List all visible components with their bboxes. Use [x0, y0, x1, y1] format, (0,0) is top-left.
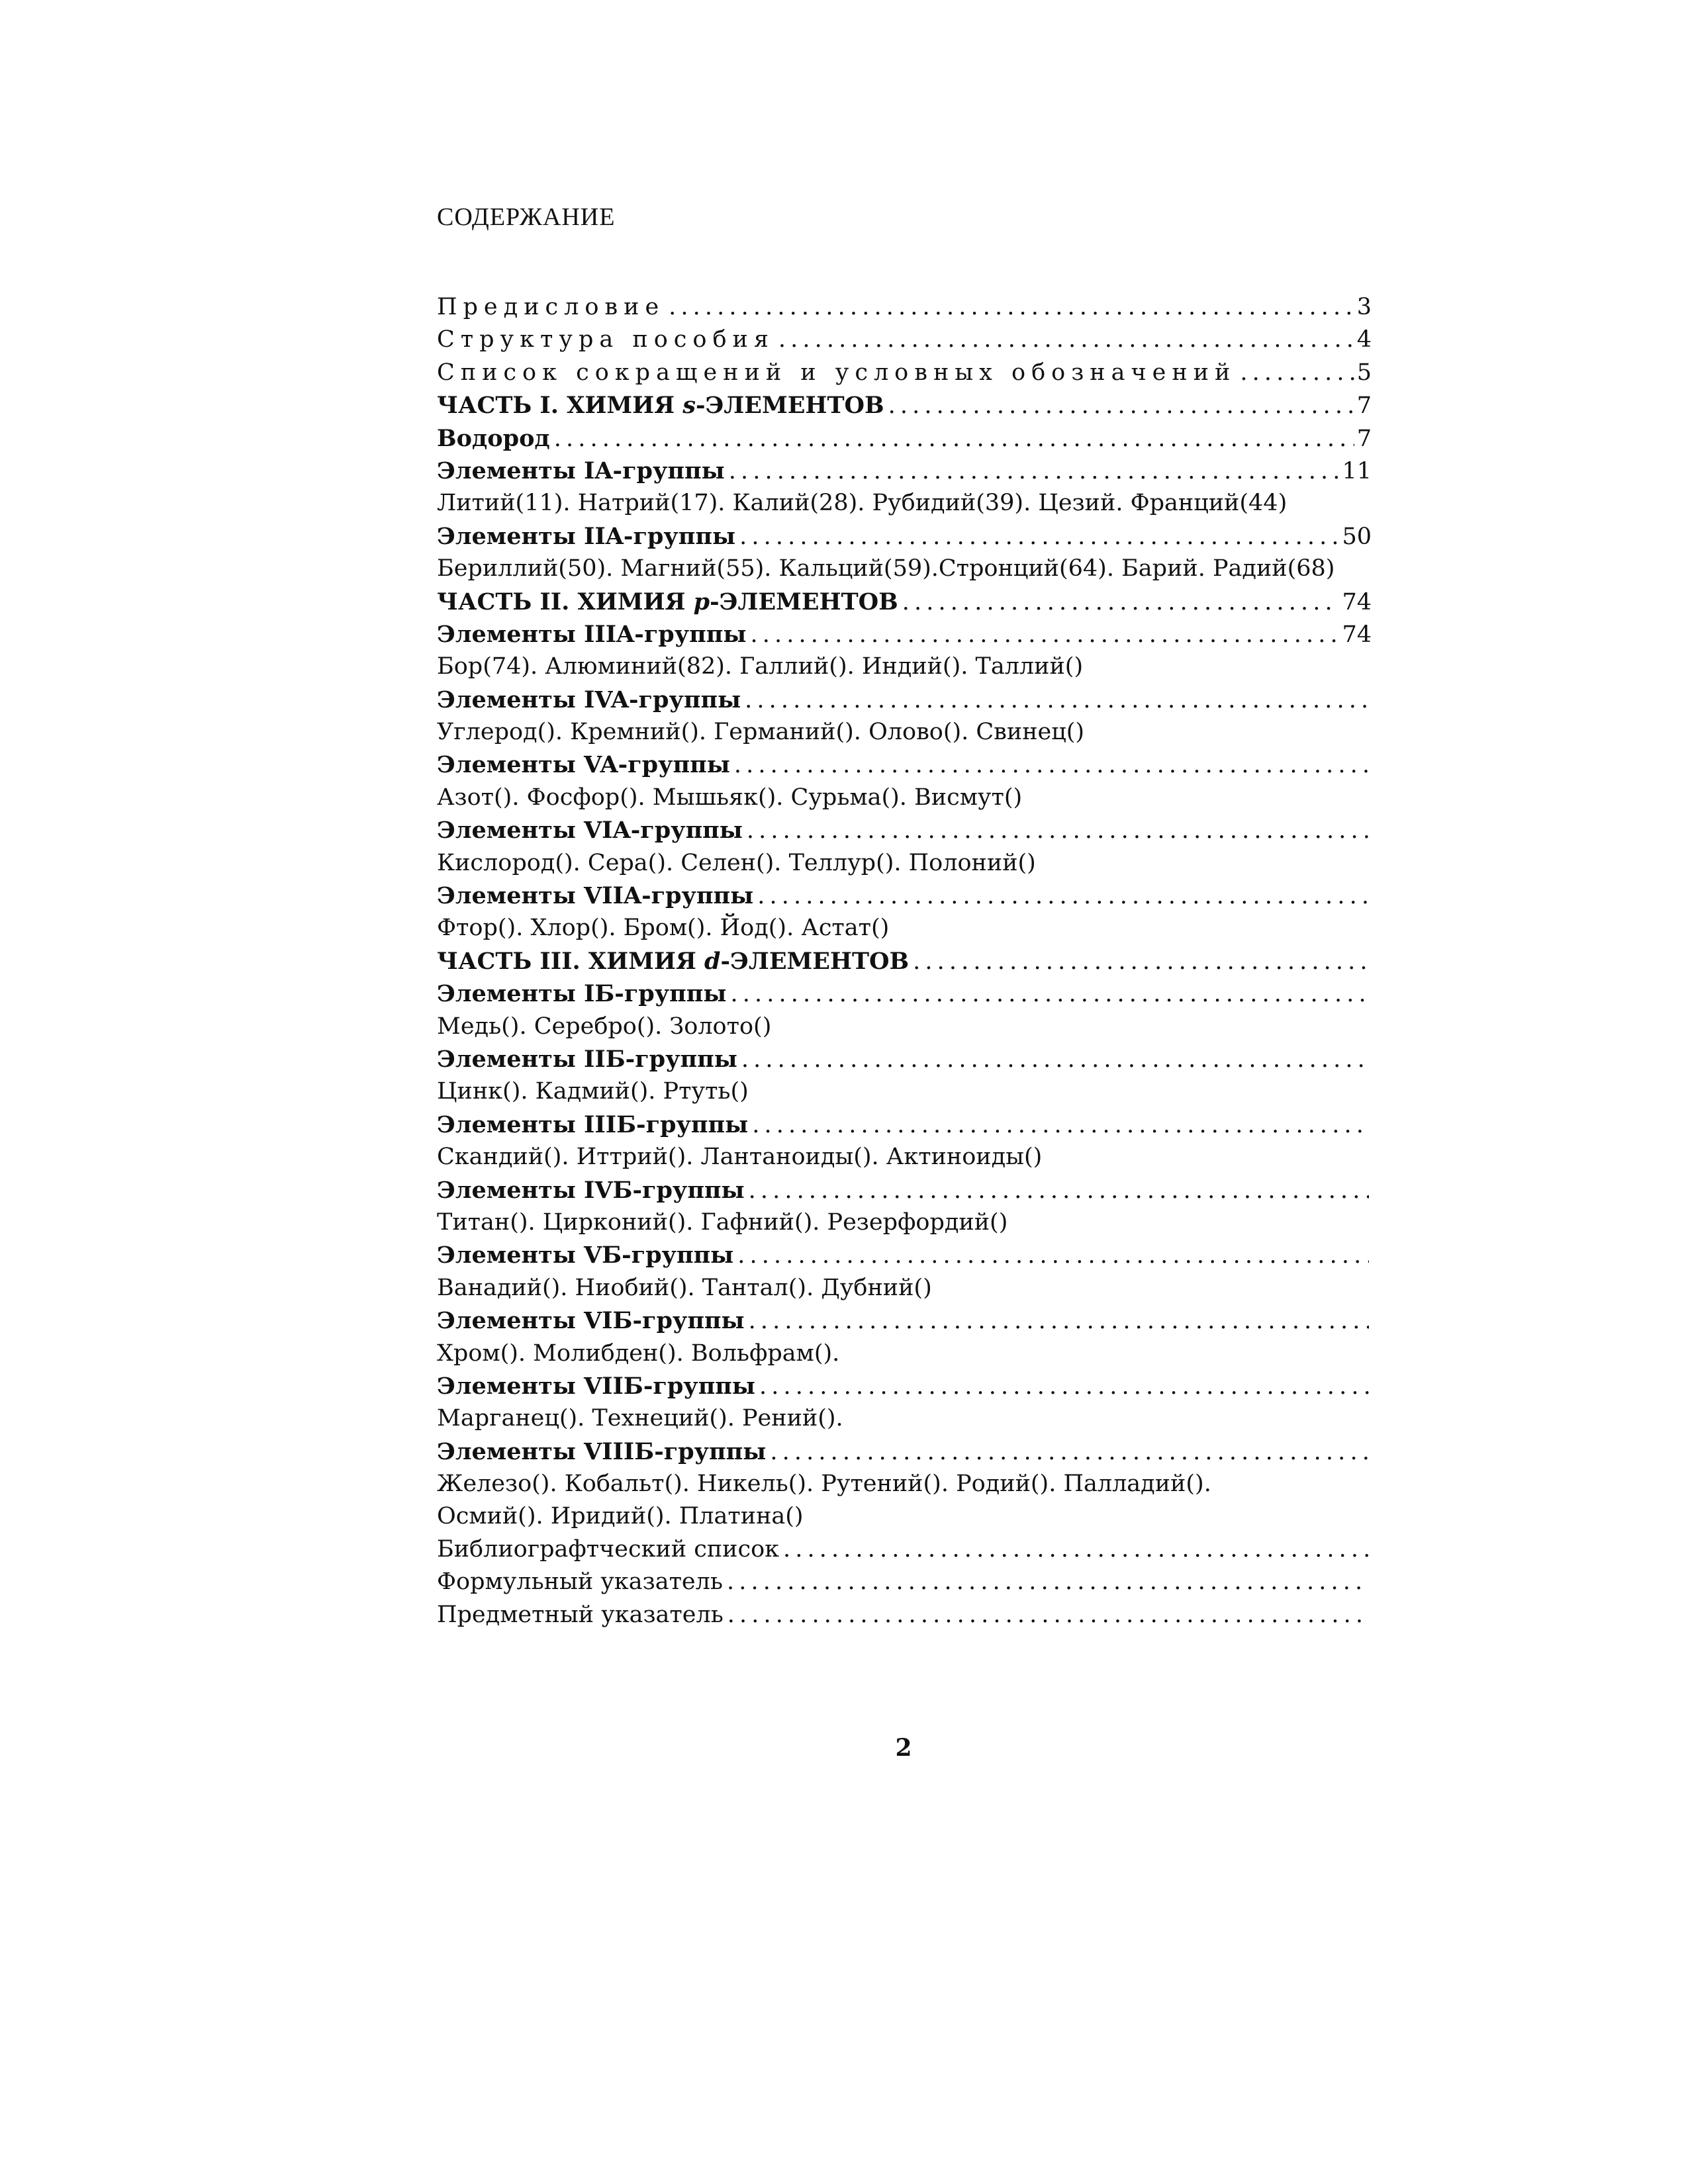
toc-entry	[437, 814, 1372, 846]
toc-entry	[437, 357, 1372, 389]
toc-entry	[437, 1109, 1372, 1141]
dot-leader	[665, 291, 1354, 324]
dot-leader	[730, 749, 1369, 781]
toc-entry-label	[437, 586, 898, 618]
toc-entry-label: Элементы VIБ-группы	[437, 1307, 745, 1335]
dot-leader	[745, 1175, 1369, 1206]
dot-leader	[733, 1240, 1369, 1271]
toc-entry	[437, 586, 1372, 618]
toc-entry-label-part: -ЭЛЕМЕНТОВ	[710, 588, 898, 615]
toc-page-number: 7	[1356, 392, 1372, 420]
toc-entry-label	[437, 945, 909, 978]
dot-leader	[725, 455, 1340, 487]
toc-entry-label: Хром(). Молибден(). Вольфрам().	[437, 1340, 840, 1367]
toc-entry-label: Фтор(). Хлор(). Бром(). Йод(). Астат()	[437, 915, 890, 942]
toc-page-number: 4	[1356, 326, 1372, 353]
dot-leader	[741, 684, 1369, 716]
dot-leader	[724, 1599, 1369, 1631]
toc-entry-label-part: ЧАСТЬ II. ХИМИЯ	[437, 588, 694, 615]
toc-entry-label: Элементы VIIБ-группы	[437, 1372, 756, 1400]
toc-entry-label-part: -ЭЛЕМЕНТОВ	[720, 947, 910, 975]
toc-entry	[437, 1566, 1372, 1598]
toc-page-number: 3	[1356, 294, 1372, 320]
toc-subentry	[437, 1402, 1372, 1435]
dot-leader	[737, 1044, 1369, 1075]
toc-subentry	[437, 782, 1372, 814]
toc-page-number: 11	[1342, 457, 1372, 484]
toc-entry	[437, 945, 1372, 978]
dot-leader	[909, 946, 1369, 978]
toc-entry-label: Элементы IIIБ-группы	[437, 1111, 749, 1138]
toc-subentry	[437, 1206, 1372, 1239]
toc-entry-label-part: ЧАСТЬ I. ХИМИЯ	[437, 392, 683, 420]
toc-entry	[437, 749, 1372, 781]
toc-subentry	[437, 716, 1372, 749]
toc-page-number: 74	[1342, 588, 1372, 615]
toc-entry-label: Элементы VA-группы	[437, 751, 730, 779]
toc-entry-label: Элементы VIIIБ-группы	[437, 1437, 767, 1465]
toc-entry-label: Элементы IБ-группы	[437, 980, 727, 1008]
toc-entry	[437, 1599, 1372, 1631]
toc-subentry	[437, 553, 1372, 585]
toc-entry-label: Водород	[437, 424, 550, 452]
toc-entry	[437, 324, 1372, 356]
toc-entry-label: Элементы VIA-группы	[437, 817, 743, 844]
toc-entry-label: Бериллий(50). Магний(55). Кальций(59).Стронций(64). Барий. Радий(68)	[437, 555, 1335, 582]
toc-entry-label-italic: d	[704, 947, 721, 975]
toc-entry	[437, 978, 1372, 1010]
toc-entry	[437, 455, 1372, 487]
page-number: 2	[895, 1734, 912, 1762]
toc-entry	[437, 1435, 1372, 1468]
toc-entry-label: Железо(). Кобальт(). Никель(). Рутений(). Родий(). Палладий().	[437, 1471, 1211, 1498]
toc-entry-label-part: -ЭЛЕМЕНТОВ	[695, 392, 884, 420]
dot-leader	[723, 1566, 1369, 1598]
dot-leader	[748, 1109, 1369, 1141]
toc-entry-label: Элементы VБ-группы	[437, 1242, 734, 1269]
toc-entry-label: Элементы IA-группы	[437, 457, 725, 484]
toc-entry-label: Элементы IVБ-группы	[437, 1176, 745, 1204]
dot-leader	[766, 1436, 1369, 1468]
table-of-contents	[437, 291, 1372, 1631]
toc-entry-label: Осмий(). Иридий(). Платина()	[437, 1503, 804, 1530]
page-title: СОДЕРЖАНИЕ	[437, 203, 616, 231]
dot-leader	[779, 1533, 1369, 1566]
toc-entry-label-italic: s	[682, 392, 696, 420]
toc-entry-label: Титан(). Цирконий(). Гафний(). Резерфордий()	[437, 1208, 1008, 1236]
toc-entry	[437, 1304, 1372, 1337]
toc-entry	[437, 1174, 1372, 1206]
dot-leader	[745, 1305, 1369, 1337]
toc-page-number: 74	[1342, 621, 1372, 648]
toc-entry-label: Структура пособия	[437, 326, 774, 353]
toc-page-number: 50	[1342, 523, 1372, 550]
toc-entry-label-part: ЧАСТЬ III. ХИМИЯ	[437, 947, 705, 975]
toc-subentry	[437, 1468, 1372, 1500]
toc-subentry	[437, 912, 1372, 944]
toc-entry-label: Азот(). Фосфор(). Мышьяк(). Сурьма(). Висмут()	[437, 784, 1023, 811]
dot-leader	[726, 978, 1369, 1010]
toc-entry-label: Бор(74). Алюминий(82). Галлий(). Индий(). Таллий()	[437, 653, 1084, 680]
dot-leader	[746, 619, 1339, 651]
toc-entry-label: Элементы IIA-группы	[437, 522, 736, 550]
toc-entry-label: Литий(11). Натрий(17). Калий(28). Рубидий(39). Цезий. Франций(44)	[437, 490, 1288, 517]
toc-subentry	[437, 1338, 1372, 1370]
dot-leader	[753, 880, 1369, 912]
toc-entry	[437, 520, 1372, 553]
dot-leader	[550, 423, 1354, 455]
toc-entry	[437, 389, 1372, 422]
dot-leader	[884, 390, 1354, 422]
toc-entry-label: Элементы IIIA-группы	[437, 620, 747, 648]
toc-entry	[437, 1239, 1372, 1271]
dot-leader	[898, 586, 1340, 618]
toc-entry-label: Кислород(). Сера(). Селен(). Теллур(). Полоний()	[437, 849, 1036, 876]
toc-entry-label: Элементы IVA-группы	[437, 686, 741, 713]
toc-entry	[437, 1533, 1372, 1566]
toc-subentry	[437, 1075, 1372, 1108]
toc-entry-label: Цинк(). Кадмий(). Ртуть()	[437, 1078, 749, 1105]
toc-entry-label: Медь(). Серебро(). Золото()	[437, 1013, 772, 1040]
toc-entry	[437, 1370, 1372, 1402]
toc-page-number: 5	[1356, 359, 1372, 386]
toc-entry-label: Элементы IIБ-группы	[437, 1045, 737, 1073]
toc-entry-label: Библиографтческий список	[437, 1535, 780, 1563]
toc-entry-label: Углерод(). Кремний(). Германий(). Олово(). Свинец()	[437, 719, 1085, 746]
dot-leader	[735, 521, 1339, 553]
toc-entry-label: Марганец(). Технеций(). Рений().	[437, 1405, 843, 1432]
toc-subentry	[437, 487, 1372, 520]
toc-entry-label: Список сокращений и условных обозначений	[437, 359, 1237, 386]
toc-entry-label: Элементы VIIA-группы	[437, 882, 754, 910]
toc-subentry	[437, 1141, 1372, 1173]
toc-subentry	[437, 1500, 1372, 1533]
toc-entry-label-italic: p	[693, 588, 710, 615]
toc-entry	[437, 1043, 1372, 1075]
toc-entry-label: Скандий(). Иттрий(). Лантаноиды(). Актиноиды()	[437, 1144, 1043, 1171]
toc-subentry	[437, 1272, 1372, 1304]
dot-leader	[774, 324, 1354, 356]
toc-subentry	[437, 1011, 1372, 1043]
toc-subentry	[437, 651, 1372, 683]
toc-entry-label: Ванадий(). Ниобий(). Тантал(). Дубний()	[437, 1274, 932, 1301]
toc-entry-label	[437, 389, 884, 422]
toc-subentry	[437, 847, 1372, 880]
toc-entry-label: Предметный указатель	[437, 1601, 724, 1628]
toc-page-number: 7	[1356, 425, 1372, 452]
toc-entry	[437, 684, 1372, 716]
toc-entry-label: Формульный указатель	[437, 1569, 723, 1596]
toc-entry	[437, 422, 1372, 455]
toc-entry	[437, 618, 1372, 651]
dot-leader	[743, 815, 1369, 846]
toc-entry-label: Предисловие	[437, 294, 665, 320]
toc-entry	[437, 880, 1372, 912]
dot-leader	[755, 1371, 1369, 1402]
dot-leader	[1236, 357, 1354, 389]
toc-entry	[437, 291, 1372, 324]
